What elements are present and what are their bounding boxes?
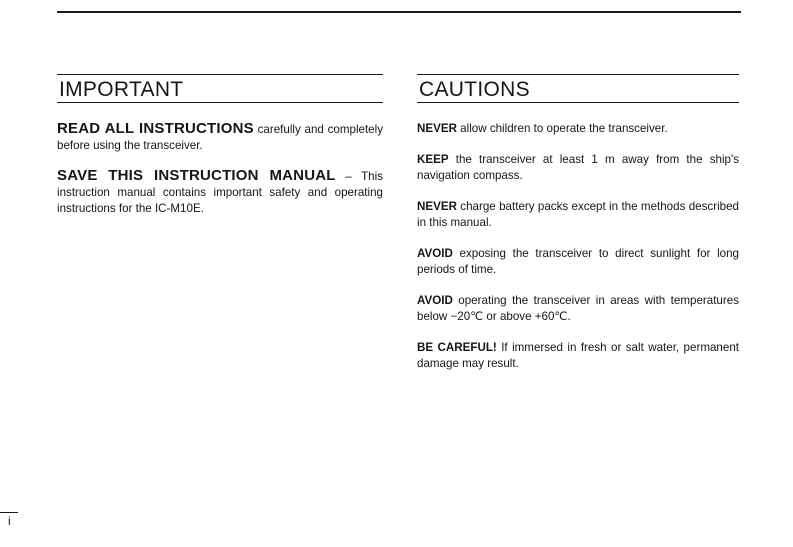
caution-text: allow children to operate the transceiver.: [456, 122, 668, 135]
caution-keyword: BE CAREFUL!: [417, 341, 497, 354]
important-heading: IMPORTANT: [59, 78, 184, 101]
cautions-heading: CAUTIONS: [419, 78, 530, 101]
caution-keyword: NEVER: [417, 200, 457, 213]
caution-item: [417, 340, 739, 372]
caution-keyword: AVOID: [417, 294, 453, 307]
heading-rule-bottom: [57, 102, 383, 103]
paragraph-text: carefully and completely before using the transceiver.: [57, 123, 384, 152]
paragraph-lead: SAVE THIS INSTRUCTION MANUAL: [57, 167, 336, 184]
caution-item: [417, 121, 739, 137]
heading-rule-top: [417, 74, 739, 75]
top-rule: [57, 11, 741, 13]
caution-item: [417, 246, 739, 278]
page-number: i: [8, 514, 11, 528]
important-section: [57, 74, 383, 231]
important-paragraph-read: [57, 121, 383, 154]
caution-keyword: AVOID: [417, 247, 453, 260]
important-paragraph-save: [57, 168, 383, 217]
paragraph-text: – This instruction manual contains important safety and operating instructions for the IC-M10E.: [57, 170, 383, 215]
caution-text: charge battery packs except in the methods described in this manual.: [417, 200, 739, 229]
caution-item: [417, 293, 739, 325]
paragraph-lead: READ ALL INSTRUCTIONS: [57, 120, 254, 137]
caution-keyword: NEVER: [417, 122, 457, 135]
caution-item: [417, 152, 739, 184]
caution-text: If immersed in fresh or salt water, permanent damage may result.: [417, 341, 739, 370]
heading-rule-bottom: [417, 102, 739, 103]
caution-text: exposing the transceiver to direct sunlight for long periods of time.: [417, 247, 739, 276]
caution-item: [417, 199, 739, 231]
page-number-rule: [0, 512, 18, 513]
caution-text: operating the transceiver in areas with temperatures below −20℃ or above +60℃.: [417, 294, 739, 323]
caution-keyword: KEEP: [417, 153, 449, 166]
heading-rule-top: [57, 74, 383, 75]
cautions-section: [417, 74, 739, 387]
caution-text: the transceiver at least 1 m away from the ship's navigation compass.: [417, 153, 739, 182]
